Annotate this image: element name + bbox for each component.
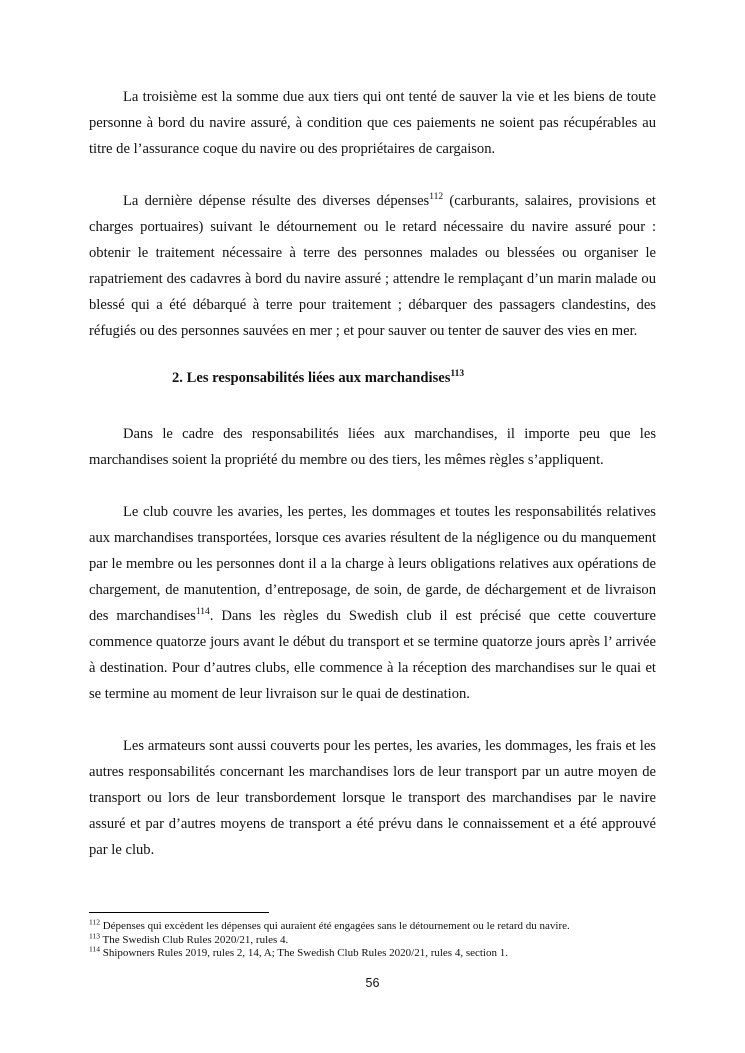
paragraph-shipowners-coverage: Les armateurs sont aussi couverts pour les pertes, les avaries, les dommages, les frais et les autres responsabilités concernant les marchandises lors de leur transport par un autre moyen de transport ou lors de leur transbordement lorsque le transport des marchandises par le navire assuré et par d’autres moyens de transport a été prévu dans le connaissement et a été approuvé par le club. — [89, 738, 656, 858]
section-heading — [172, 370, 464, 387]
footnote-ref[interactable]: 113 — [450, 369, 465, 380]
text-block-2 — [89, 421, 656, 863]
footnote-number: 112 — [89, 917, 100, 927]
page-number: 56 — [365, 976, 380, 990]
text-block-1 — [89, 84, 656, 344]
footnote-number: 113 — [89, 930, 100, 940]
paragraph-text: Le club couvre les avaries, les pertes, les dommages et toutes les responsabilités relatives aux marchandises transportées, lorsque ces avaries résultent de la négligence ou du manquement par le membre ou les personnes dont il a la charge à leurs obligations relatives aux opérations de chargement, de manutention, d’entreposage, de soin, de garde, de déchargement et de livraison des marchandises — [89, 504, 656, 624]
paragraph-third-expense: La troisième est la somme due aux tiers qui ont tenté de sauver la vie et les biens de toute personne à bord du navire assuré, à condition que ces paiements ne soient pas récupérables au titre de l’assurance coque du navire ou des propriétaires de cargaison. — [89, 89, 656, 157]
footnote-ref[interactable]: 112 — [429, 192, 444, 203]
paragraph-text: La dernière dépense résulte des diverses dépenses — [123, 193, 430, 209]
footnote-number: 114 — [89, 944, 100, 954]
footnote-separator — [89, 912, 269, 913]
paragraph-last-expense — [89, 188, 656, 344]
footnote-114 — [89, 944, 689, 961]
footnote-113 — [89, 930, 689, 948]
paragraph-club-coverage — [89, 499, 656, 707]
footnote-text: The Swedish Club Rules 2020/21, rules 4. — [99, 933, 289, 946]
footnote-text: Dépenses qui excèdent les dépenses qui auraient été engagées sans le détournement ou le retard du navire. — [99, 920, 570, 932]
footnotes — [89, 917, 689, 961]
heading-text: Les responsabilités liées aux marchandises — [186, 370, 451, 386]
footnote-112 — [89, 917, 689, 934]
paragraph-goods-ownership: Dans le cadre des responsabilités liées aux marchandises, il importe peu que les marchandises soient la propriété du membre ou des tiers, les mêmes règles s’appliquent. — [89, 426, 656, 468]
footnote-text: Shipowners Rules 2019, rules 2, 14, A; The Swedish Club Rules 2020/21, rules 4, section 1. — [99, 947, 508, 959]
paragraph-text: (carburants, salaires, provisions et charges portuaires) suivant le détournement ou le retard nécessaire du navire assuré pour : obtenir le traitement nécessaire à terre des personnes malades ou blessées ou organiser le rapatriement des cadavres à bord du navire assuré ; attendre le remplaçant d’un marin malade ou blessé qui a été débarqué à terre pour traitement ; débarquer des passagers clandestins, des réfugiés ou des personnes sauvées en mer ; et pour sauver ou tenter de sauver des vies en mer. — [89, 193, 656, 339]
paragraph-text: . Dans les règles du Swedish club il est précisé que cette couverture commence quatorze jours avant le début du transport et se termine quatorze jours après l’ arrivée à destination. Pour d’autres clubs, elle commence à la réception des marchandises sur le quai et se termine au moment de leur livraison sur le quai de destination. — [89, 608, 656, 702]
footnote-ref[interactable]: 114 — [195, 607, 210, 618]
heading-number: 2. — [172, 370, 183, 386]
